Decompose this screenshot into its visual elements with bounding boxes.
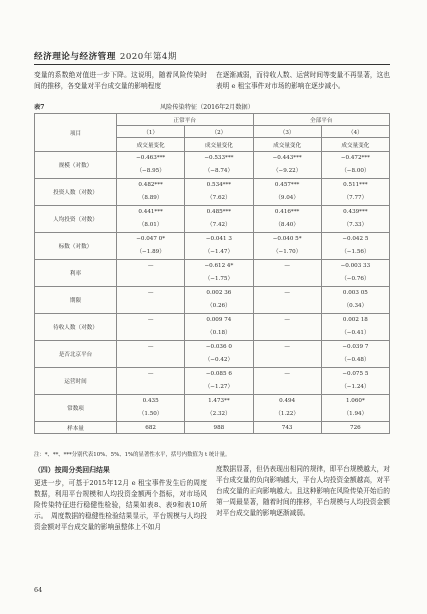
row-label: 期限 <box>35 287 117 314</box>
t-stat: （−1.75） <box>204 276 234 282</box>
coef-cell <box>185 395 253 422</box>
coef-cell <box>253 368 321 395</box>
coef-value: — <box>147 317 154 323</box>
t-stat: （−8.00） <box>341 168 370 174</box>
coef-cell <box>321 179 389 206</box>
table-row <box>35 206 390 233</box>
section-title: （四）按周分类回归结果 <box>34 466 110 474</box>
t-stat: （−1.70） <box>272 249 302 255</box>
dep-var: 成交量变化 <box>253 138 321 152</box>
t-stat <box>117 327 184 340</box>
col-num: （4） <box>321 126 389 138</box>
journal-name: 经济理论与经济管理 <box>34 52 116 62</box>
t-stat <box>117 381 184 394</box>
coef-value: 0.435 <box>142 398 159 404</box>
coef-value: 0.009 74 <box>206 317 232 323</box>
coef-cell <box>117 314 185 341</box>
t-stat: （1.94） <box>343 411 368 417</box>
coef-cell <box>253 395 321 422</box>
page-number: 64 <box>34 586 43 594</box>
table-row <box>35 314 390 341</box>
row-label: 投资人数（对数） <box>35 179 117 206</box>
coef-value: — <box>284 290 290 296</box>
t-stat: （−0.48） <box>341 357 370 363</box>
t-stat <box>254 273 321 286</box>
table-row <box>35 233 390 260</box>
coef-value: −0.041 3 <box>205 236 232 242</box>
coef-cell <box>185 260 253 287</box>
t-stat: （−1.89） <box>136 249 165 255</box>
coef-value: 0.002 36 <box>206 290 232 296</box>
t-stat <box>117 300 184 313</box>
coef-cell <box>117 287 185 314</box>
coef-cell <box>321 233 389 260</box>
coef-value: 0.439*** <box>343 209 368 215</box>
t-stat: （8.01） <box>138 222 163 228</box>
coef-cell <box>253 314 321 341</box>
coef-cell <box>117 179 185 206</box>
coef-value: — <box>147 371 154 377</box>
t-stat: （−8.74） <box>204 168 234 174</box>
journal-issue: 2020年第4期 <box>119 52 177 62</box>
dep-var: 成交量变化 <box>185 138 253 152</box>
dep-var: 成交量变化 <box>321 138 389 152</box>
coef-cell <box>185 179 253 206</box>
coef-value: −0.085 6 <box>205 371 232 377</box>
t-stat: （2.32） <box>207 411 231 417</box>
journal-header <box>34 50 177 62</box>
coef-cell <box>185 152 253 179</box>
group-header-normal: 正常平台 <box>117 114 254 126</box>
dep-var: 成交量变化 <box>117 138 185 152</box>
coef-cell <box>185 368 253 395</box>
coef-cell <box>185 206 253 233</box>
t-stat: （−9.22） <box>272 168 302 174</box>
coef-value: 0.494 <box>279 398 296 404</box>
coef-cell <box>253 152 321 179</box>
coef-value: 0.534*** <box>206 182 232 188</box>
coef-cell <box>321 152 389 179</box>
coef-cell <box>117 341 185 368</box>
coef-cell <box>321 341 389 368</box>
t-stat: （8.40） <box>275 222 299 228</box>
t-stat: （−0.76） <box>341 276 370 282</box>
coef-value: 1.473** <box>208 398 230 404</box>
coef-value: 0.482*** <box>138 182 163 188</box>
sample-size-value: 988 <box>185 422 253 434</box>
coef-cell <box>117 152 185 179</box>
row-label: 人均投资（对数） <box>35 206 117 233</box>
t-stat <box>254 381 321 394</box>
table-row <box>35 152 390 179</box>
coef-value: — <box>284 317 290 323</box>
coef-cell <box>253 206 321 233</box>
table-row <box>35 395 390 422</box>
coef-cell <box>321 287 389 314</box>
coef-value: 0.416*** <box>274 209 300 215</box>
row-label: 是否北京平台 <box>35 341 117 368</box>
coef-cell <box>185 287 253 314</box>
t-stat: （1.22） <box>275 411 299 417</box>
coef-cell <box>321 368 389 395</box>
table-note: 注：*、**、***分别代表10%、5%、1%的显著性水平，括号内数值为 t 统计量。 <box>34 452 231 458</box>
bottom-paragraph-right: 度数据显著，但仍表现出相同的规律，即平台规模越大，对平台成交量的负向影响越大，平台人均投资金额越高，对平台成交量的正向影响越大。且这种影响在风险传染开始后的第一周最显著，随着时间的推移，平台规模与人均投资金额对平台成交量的影响逐渐减弱。 <box>216 465 390 517</box>
coef-value: −0.042 5 <box>342 236 369 242</box>
coef-value: — <box>284 344 290 350</box>
t-stat: （8.89） <box>138 195 163 201</box>
coef-value: −0.443*** <box>272 155 302 161</box>
coef-cell <box>253 179 321 206</box>
row-label: 待收人数（对数） <box>35 314 117 341</box>
t-stat: （7.77） <box>343 195 368 201</box>
row-label: 规模（对数） <box>35 152 117 179</box>
coef-cell <box>117 395 185 422</box>
coef-cell <box>185 314 253 341</box>
coef-cell <box>117 206 185 233</box>
row-label: 运营时间 <box>35 368 117 395</box>
coef-cell <box>253 341 321 368</box>
t-stat: （−1.27） <box>204 384 234 390</box>
sample-size-label: 样本量 <box>35 422 117 434</box>
coef-value: — <box>284 371 290 377</box>
table-label: 表7 <box>34 104 45 111</box>
col-num: （1） <box>117 126 185 138</box>
coef-cell <box>117 260 185 287</box>
coef-value: −0.075 5 <box>342 371 369 377</box>
table-row <box>35 179 390 206</box>
coef-value: −0.039 7 <box>342 344 369 350</box>
table-row <box>35 287 390 314</box>
coef-value: — <box>147 344 154 350</box>
sample-size-value: 682 <box>117 422 185 434</box>
coef-cell <box>321 395 389 422</box>
col-num: （2） <box>185 126 253 138</box>
table-title: 风险传染特征（2016年2月数据） <box>160 104 254 111</box>
t-stat: （7.62） <box>207 195 231 201</box>
t-stat <box>254 354 321 367</box>
t-stat: （1.50） <box>138 411 163 417</box>
t-stat: （−8.95） <box>136 168 165 174</box>
coef-value: −0.533*** <box>204 155 234 161</box>
sample-size-value: 743 <box>253 422 321 434</box>
coef-value: 0.457*** <box>274 182 300 188</box>
coef-value: −0.040 5* <box>272 236 302 242</box>
t-stat: （−1.47） <box>204 249 234 255</box>
t-stat: （9.04） <box>275 195 299 201</box>
coef-cell <box>253 260 321 287</box>
coef-value: 0.511*** <box>343 182 368 188</box>
row-label: 常数项 <box>35 395 117 422</box>
coef-cell <box>321 206 389 233</box>
col-header-item: 项目 <box>35 114 117 152</box>
t-stat: （−1.56） <box>341 249 370 255</box>
t-stat <box>254 327 321 340</box>
t-stat <box>117 273 184 286</box>
coef-value: −0.047 0* <box>136 236 166 242</box>
row-label: 利率 <box>35 260 117 287</box>
coef-cell <box>253 233 321 260</box>
group-header-all: 全部平台 <box>253 114 390 126</box>
coef-value: — <box>147 263 154 269</box>
row-label: 标数（对数） <box>35 233 117 260</box>
top-paragraph-right: 在逐渐减弱，而待收人数、运营时间等变量不再显著，这也表明 e 租宝事件对市场的影响在逐步减小。 <box>216 71 390 90</box>
sample-size-value: 726 <box>321 422 389 434</box>
coef-cell <box>321 260 389 287</box>
coef-value: −0.036 0 <box>205 344 232 350</box>
risk-contagion-table <box>34 113 390 434</box>
t-stat: （−0.41） <box>341 330 370 336</box>
top-paragraph-left: 变量的系数绝对值进一步下降。这说明，随着风险传染时间的推移，各变量对平台成交量的影响程度 <box>34 71 207 90</box>
t-stat: （0.18） <box>207 330 231 336</box>
coef-value: −0.463*** <box>136 155 166 161</box>
table-row <box>35 260 390 287</box>
coef-value: −0.612 4* <box>204 263 234 269</box>
t-stat <box>254 300 321 313</box>
coef-value: 0.002 18 <box>342 317 368 323</box>
coef-value: 1.060* <box>345 398 365 404</box>
coef-value: −0.003 33 <box>340 263 371 269</box>
t-stat: （0.26） <box>207 303 231 309</box>
col-num: （3） <box>253 126 321 138</box>
coef-value: 0.003 05 <box>342 290 368 296</box>
coef-cell <box>253 287 321 314</box>
t-stat: （7.33） <box>343 222 368 228</box>
coef-value: 0.441*** <box>138 209 163 215</box>
coef-cell <box>185 233 253 260</box>
coef-cell <box>321 314 389 341</box>
table-row <box>35 368 390 395</box>
coef-value: — <box>147 290 154 296</box>
t-stat: （0.34） <box>343 303 368 309</box>
t-stat: （7.42） <box>207 222 231 228</box>
t-stat <box>117 354 184 367</box>
table-row <box>35 341 390 368</box>
bottom-paragraph-left: 更进一步，可基于2015年12月 e 租宝事件发生后的周度数据，利用平台规模和人均投资金额两个指标，对市场风险传染特征进行稳健性检验，结果如表8、表9和表10所示。 周度数据的稳健性检验结果显示，平台规模与人均投资金额对平台成交量的影响虽整体上不如月 <box>34 479 207 531</box>
coef-cell <box>117 233 185 260</box>
coef-value: — <box>284 263 290 269</box>
header-rule <box>34 64 390 65</box>
coef-cell <box>185 341 253 368</box>
t-stat: （−0.42） <box>204 357 234 363</box>
coef-value: 0.485*** <box>206 209 232 215</box>
coef-value: −0.472*** <box>340 155 370 161</box>
t-stat: （−1.24） <box>341 384 370 390</box>
coef-cell <box>117 368 185 395</box>
